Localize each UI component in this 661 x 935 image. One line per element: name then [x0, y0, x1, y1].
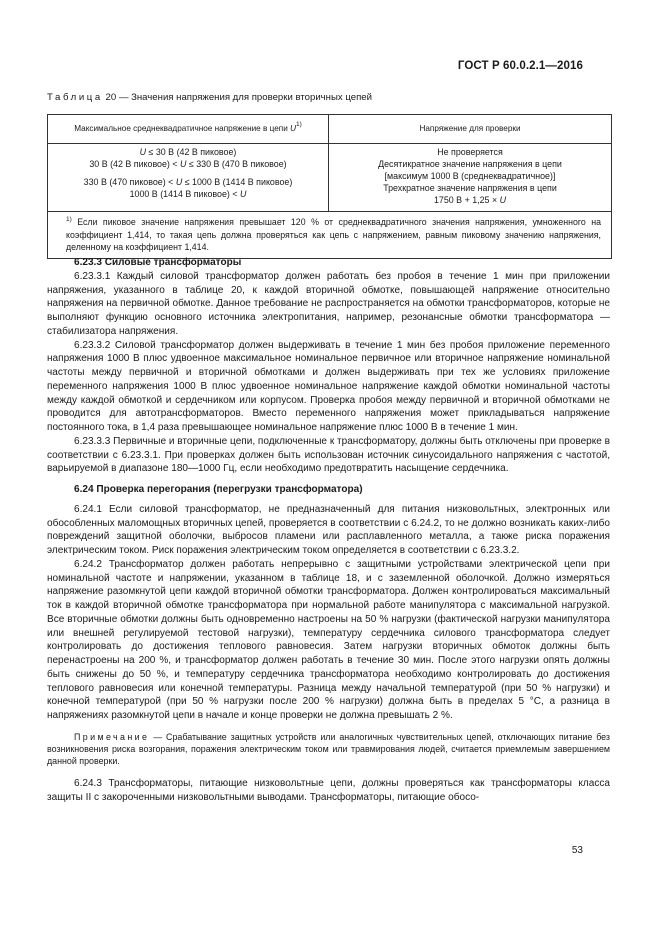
document-body	[47, 255, 610, 805]
table-caption	[47, 92, 372, 103]
range-3-b: ≤ 1000 В (1414 В пиковое)	[182, 177, 293, 188]
range-row-1	[52, 146, 324, 158]
table-header-row	[48, 115, 612, 144]
table-caption-label: Таблица	[47, 92, 103, 103]
var-u: U	[175, 177, 183, 188]
page-number: 53	[571, 845, 583, 856]
voltage-table	[47, 114, 612, 259]
test-voltage-3b	[333, 194, 607, 206]
test-voltage-3a: Трехкратное значение напряжения в цепи	[383, 183, 557, 194]
range-row-3	[52, 176, 324, 188]
column-header-var: U	[290, 123, 296, 133]
table-footnote-row	[48, 212, 612, 259]
paragraph-6-24-3: 6.24.3 Трансформаторы, питающие низковольтные цепи, должны проверяться как трансформаторы класса защиты II с закороченными низковольтными выводами. Трансформаторы, питающие обосо-	[47, 778, 610, 803]
note-label: Примечание	[74, 731, 150, 742]
range-2-b: ≤ 330 В (470 В пиковое)	[186, 159, 287, 170]
column-header-max-voltage-text: Максимальное среднеквадратичное напряжение в цепи	[74, 123, 291, 133]
paragraph-6-23-3-1: 6.23.3.1 Каждый силовой трансформатор должен работать без пробоя в течение 1 мин при приложении напряжения, указанного в таблице 20, к каждой вторичной обмотке, повышающей напряжение относительно напряжения на первичной обмотке. Данное требование не распространяется на обмотки трансформаторов, которые не выполняют функцию основного источника электропитания, например, резонансные обмотки трансформатора — стабилизатора напряжения.	[47, 270, 610, 337]
range-3-a: 330 В (470 пиковое) <	[83, 177, 176, 188]
note-text: — Срабатывание защитных устройств или аналогичных чувствительных цепей, отключающих питание без возникновения риска возгорания, поражения электрическим током или травмирования людей, считается приемлемым завершением данной проверки.	[47, 731, 610, 766]
paragraph-6-24-2: 6.24.2 Трансформатор должен работать непрерывно с защитными устройствами электрической цепи при номинальной частоте и напряжении, указанном в таблице 18, и с заземленной оболочкой. Должно измеряться напряжение разомкнутой цепи каждой вторичной обмотки трансформатора. Должен контролироваться максимальный ток в каждой вторичной обмотке трансформатора при нормальной работе манипулятора с максимальной нагрузкой. Все вторичные обмотки должны быть одновременно настроены на 50 % нагрузки (фактической нагрузки манипулятора или внешней регулируемой тестовой нагрузки), температуру сердечника силового трансформатора следует контролировать до достижения теплового равновесия. Затем нагрузки вторичных обмоток должны быть перенастроены на 200 %, и трансформатор должен работать в течение 30 мин. После этого нагрузки опять должны быть снижены до 50 %, и температуру сердечника трансформатора необходимо контролировать до достижения теплового равновесия или конечной температуры. Разница между начальной температурой (при 50 % нагрузки) и конечной температурой (при 50 % нагрузки после 200 % нагрузки) должна быть в пределах 5 °С, а разница в напряжениях разомкнутой цепи в начале и конце проверки не должна превышать 2 %.	[47, 558, 610, 721]
var-u: U	[239, 189, 247, 200]
range-row-2	[52, 158, 324, 170]
column-header-test-voltage: Напряжение для проверки	[329, 115, 612, 144]
var-u: U	[180, 159, 187, 170]
column-header-footnote-mark: 1)	[295, 121, 302, 129]
table-caption-text: 20 — Значения напряжения для проверки вторичных цепей	[102, 92, 372, 103]
range-row-4	[52, 188, 324, 200]
footnote-mark: 1)	[66, 215, 72, 223]
standard-designation: ГОСТ Р 60.0.2.1—2016	[457, 60, 583, 72]
section-heading-6-24: 6.24 Проверка перегорания (перегрузки трансформатора)	[74, 484, 363, 495]
paragraph-6-23-3-2: 6.23.3.2 Силовой трансформатор должен выдерживать в течение 1 мин без пробоя приложение переменного напряжения 1000 В плюс удвоенное максимальное номинальное первичное или вторичное напряжение номинальной частоты между первичной и вторичной обмотками и должен выдерживать при тех же условиях приложение переменного напряжения 1000 В плюс удвоенное номинальное напряжение каждой обмотки номинальной частоты между каждой обмоткой и сердечником или корпусом. Проверка пробоя между первичной и вторичной обмотками не проводится для автотрансформаторов. Вместо переменного напряжения может прикладываться напряжение постоянного тока, в 1,4 раза превышающее номинальное напряжение плюс 1000 В в течение 1 мин.	[47, 339, 610, 433]
var-u: U	[139, 147, 147, 157]
var-u: U	[499, 195, 507, 206]
test-voltage-2a: Десятикратное значение напряжения в цепи	[378, 159, 562, 170]
table-footnote	[48, 212, 612, 259]
test-voltage-1: Не проверяется	[437, 147, 503, 157]
footnote-text: Если пиковое значение напряжения превышает 120 % от среднеквадратичного значения напряжения, умноженного на коэффициент 1,414, то такая цепь должна проверяться как цепь с напряжением, равным пиковому значению напряжения, деленному на коэффициент 1,414.	[66, 217, 601, 253]
section-heading-6-23-3: 6.23.3 Силовые трансформаторы	[74, 257, 242, 268]
paragraph-6-23-3-3: 6.23.3.3 Первичные и вторичные цепи, подключенные к трансформатору, должны быть отключены при проверке в соответствии с 6.23.3.1. При проверках должен быть использован источник синусоидального напряжения с частотой, варьируемой в диапазоне 180—1000 Гц, если необходимо предотвратить насыщение сердечника.	[47, 435, 610, 475]
table-row	[48, 144, 612, 212]
table-cell-voltage-ranges	[48, 144, 329, 212]
range-4-a: 1000 В (1414 В пиковое) <	[129, 189, 240, 200]
test-voltage-3b-text: 1750 В + 1,25 ×	[433, 195, 500, 206]
table-cell-test-voltages	[329, 144, 612, 212]
range-2-a: 30 В (42 В пиковое) <	[89, 159, 180, 170]
test-voltage-2b: [максимум 1000 В (среднеквадратичное)]	[384, 171, 556, 182]
range-1-text: ≤ 30 В (42 В пиковое)	[146, 147, 237, 157]
note	[47, 731, 610, 767]
column-header-max-voltage	[48, 115, 329, 144]
paragraph-6-24-1: 6.24.1 Если силовой трансформатор, не предназначенный для питания низковольтных, электронных или обособленных маломощных вторичных цепей, проверяется в соответствии с 6.24.2, то не должно возникать каких-либо повреждений защитной оболочки, выбросов пламени или расплавленного металла, а также риска поражения электрическим током. Риск поражения электрическим током определяется в соответствии с 6.23.3.2.	[47, 503, 610, 556]
